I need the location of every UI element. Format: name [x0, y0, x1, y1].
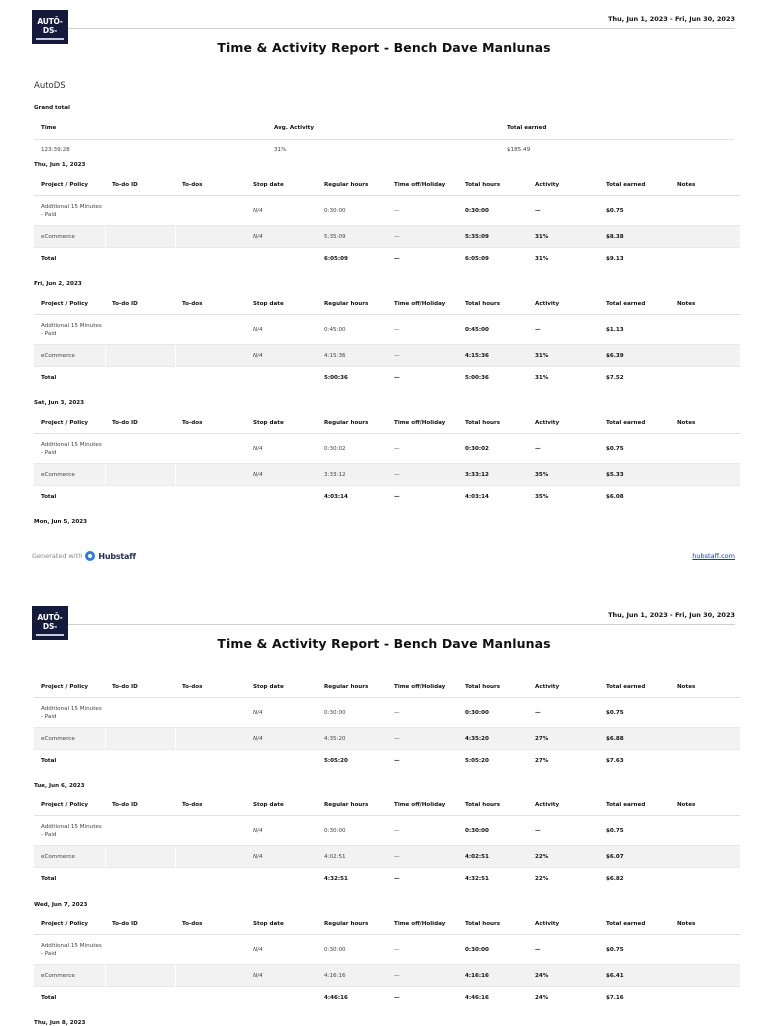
table-header-row: [34, 412, 740, 434]
time-off-cell: —: [394, 972, 400, 979]
time-off-cell: —: [394, 352, 400, 359]
time-off-cell: —: [394, 326, 400, 333]
table-row: [34, 226, 740, 248]
todos-header: To-dos: [182, 801, 203, 808]
total-hours-total: 4:46:16: [465, 995, 489, 1001]
regular-hours-header: Regular hours: [324, 683, 369, 690]
todo-id-cell: [105, 965, 175, 987]
time-off-cell: —: [394, 233, 400, 240]
total-earned-cell: $0.75: [606, 946, 624, 953]
total-earned-cell: $8.38: [606, 233, 624, 240]
time-off-cell: —: [394, 445, 400, 452]
total-earned-total: $7.52: [606, 375, 624, 381]
todo-id-cell: [105, 728, 175, 750]
regular-hours-cell: 0:30:00: [324, 827, 346, 834]
total-earned-header: Total earned: [606, 181, 646, 188]
total-hours-header: Total hours: [465, 683, 501, 690]
stop-date-cell: N/4: [253, 445, 263, 452]
hubstaff-link[interactable]: hubstaff.com: [692, 552, 735, 560]
project-cell: eCommerce: [41, 735, 75, 742]
total-hours-header: Total hours: [465, 920, 501, 927]
stop-date-header: Stop date: [253, 920, 284, 927]
total-hours-cell: 0:30:00: [465, 207, 489, 214]
table-row: [34, 464, 740, 486]
total-earned-cell: $0.75: [606, 445, 624, 452]
todos-cell: [175, 846, 246, 868]
project-cell: eCommerce: [41, 233, 75, 240]
total-hours-header: Total hours: [465, 419, 501, 426]
organization-name: AutoDS: [34, 81, 66, 91]
time-off-cell: —: [394, 946, 400, 953]
project-cell: eCommerce: [41, 972, 75, 979]
todo-id-header: To-do ID: [112, 181, 138, 188]
project-header: Project / Policy: [41, 683, 89, 690]
time-off-cell: —: [394, 471, 400, 478]
total-earned-total: $9.13: [606, 256, 624, 262]
total-earned-total: $6.82: [606, 876, 624, 882]
todo-id-header: To-do ID: [112, 920, 138, 927]
todos-header: To-dos: [182, 300, 203, 307]
time-off-header: Time off/Holiday: [394, 801, 446, 808]
project-cell: Additional 15 Minutes - Paid: [41, 705, 102, 720]
logo-text: AUTŌ-DS-: [37, 613, 63, 631]
hubstaff-brand: Hubstaff: [98, 551, 136, 561]
time-off-total: —: [394, 995, 400, 1001]
activity-cell: 31%: [535, 352, 549, 359]
total-earned-total: $7.63: [606, 758, 624, 764]
todo-id-cell: [105, 464, 175, 486]
todo-id-header: To-do ID: [112, 801, 138, 808]
activity-cell: —: [535, 326, 541, 333]
activity-total: 35%: [535, 494, 549, 500]
day-label: Sat, Jun 3, 2023: [34, 400, 85, 406]
day-table: [34, 913, 740, 1009]
activity-total: 22%: [535, 876, 549, 882]
activity-total: 31%: [535, 256, 549, 262]
generated-with-text: Generated with: [32, 552, 83, 560]
total-hours-total: 6:05:09: [465, 256, 489, 262]
total-hours-cell: 0:30:00: [465, 827, 489, 834]
activity-header: Activity: [535, 920, 560, 927]
time-off-header: Time off/Holiday: [394, 181, 446, 188]
total-earned-header: Total earned: [606, 300, 646, 307]
day-label: Mon, Jun 5, 2023: [34, 519, 87, 525]
activity-cell: —: [535, 709, 541, 716]
table-row: [34, 728, 740, 750]
notes-header: Notes: [677, 181, 696, 188]
total-label: Total: [41, 876, 57, 882]
time-off-cell: —: [394, 709, 400, 716]
total-earned-cell: $1.13: [606, 326, 624, 333]
stop-date-cell: N/4: [253, 853, 263, 860]
activity-header: Activity: [535, 181, 560, 188]
activity-cell: —: [535, 207, 541, 214]
total-hours-header: Total hours: [465, 300, 501, 307]
total-label: Total: [41, 995, 57, 1001]
total-label: Total: [41, 758, 57, 764]
total-earned-header: Total earned: [606, 683, 646, 690]
activity-header: Activity: [535, 300, 560, 307]
time-off-header: Time off/Holiday: [394, 300, 446, 307]
todos-header: To-dos: [182, 683, 203, 690]
notes-header: Notes: [677, 419, 696, 426]
stop-date-cell: N/4: [253, 233, 263, 240]
todos-header: To-dos: [182, 920, 203, 927]
table-row: [34, 345, 740, 367]
todos-cell: [175, 345, 246, 367]
total-hours-total: 5:05:20: [465, 758, 489, 764]
day-label: Thu, Jun 1, 2023: [34, 162, 86, 168]
total-earned-cell: $6.07: [606, 853, 624, 860]
notes-header: Notes: [677, 683, 696, 690]
total-row: [34, 367, 740, 389]
header-divider: [68, 624, 735, 625]
activity-total: 24%: [535, 995, 549, 1001]
regular-hours-total: 6:05:09: [324, 256, 348, 262]
todos-cell: [175, 226, 246, 248]
activity-total: 31%: [535, 375, 549, 381]
total-hours-cell: 0:30:02: [465, 445, 489, 452]
activity-header: Activity: [535, 419, 560, 426]
time-off-total: —: [394, 256, 400, 262]
project-header: Project / Policy: [41, 419, 89, 426]
total-row: [34, 987, 740, 1009]
activity-header: Activity: [535, 683, 560, 690]
regular-hours-total: 4:32:51: [324, 876, 348, 882]
report-title: Time & Activity Report - Bench Dave Manlunas: [217, 636, 551, 651]
total-earned-cell: $0.75: [606, 709, 624, 716]
day-label: Wed, Jun 7, 2023: [34, 902, 88, 908]
total-earned-header: Total earned: [606, 801, 646, 808]
total-hours-cell: 4:15:36: [465, 352, 489, 359]
grand-total-label: Grand total: [34, 105, 70, 111]
table-header-row: [34, 794, 740, 816]
stop-date-header: Stop date: [253, 181, 284, 188]
activity-cell: —: [535, 445, 541, 452]
day-table: [34, 794, 740, 890]
regular-hours-cell: 4:16:16: [324, 972, 346, 979]
total-earned-total: $6.08: [606, 494, 624, 500]
total-earned-header: Total earned: [606, 920, 646, 927]
project-header: Project / Policy: [41, 920, 89, 927]
time-off-cell: —: [394, 207, 400, 214]
todo-id-header: To-do ID: [112, 419, 138, 426]
time-off-cell: —: [394, 853, 400, 860]
day-label: Thu, Jun 8, 2023: [34, 1020, 86, 1026]
time-off-cell: —: [394, 827, 400, 834]
total-hours-cell: 4:02:51: [465, 853, 489, 860]
regular-hours-header: Regular hours: [324, 300, 369, 307]
table-header-row: [34, 676, 740, 698]
stop-date-cell: N/4: [253, 827, 263, 834]
grand-total-earned-header: Total earned: [507, 125, 547, 131]
table-row: [34, 965, 740, 987]
project-cell: Additional 15 Minutes - Paid: [41, 942, 102, 957]
stop-date-header: Stop date: [253, 801, 284, 808]
regular-hours-cell: 4:35:20: [324, 735, 346, 742]
grand-total-activity-header: Avg. Activity: [274, 125, 314, 131]
activity-total: 27%: [535, 758, 549, 764]
hubstaff-logo-icon: [85, 551, 95, 561]
total-earned-header: Total earned: [606, 419, 646, 426]
project-header: Project / Policy: [41, 801, 89, 808]
regular-hours-header: Regular hours: [324, 419, 369, 426]
date-range: Thu, Jun 1, 2023 - Fri, Jun 30, 2023: [608, 611, 735, 619]
time-off-header: Time off/Holiday: [394, 683, 446, 690]
grand-total-time: 123:39:28: [41, 147, 70, 153]
table-row: [34, 846, 740, 868]
regular-hours-total: 5:05:20: [324, 758, 348, 764]
total-earned-cell: $5.33: [606, 471, 624, 478]
todo-id-cell: [105, 846, 175, 868]
total-earned-cell: $6.39: [606, 352, 624, 359]
total-label: Total: [41, 494, 57, 500]
total-row: [34, 750, 740, 772]
table-row: [34, 816, 740, 846]
regular-hours-cell: 0:30:00: [324, 207, 346, 214]
activity-cell: 35%: [535, 471, 549, 478]
table-row: [34, 315, 740, 345]
total-hours-cell: 0:30:00: [465, 946, 489, 953]
regular-hours-cell: 4:15:36: [324, 352, 346, 359]
time-off-total: —: [394, 494, 400, 500]
todos-header: To-dos: [182, 419, 203, 426]
total-hours-total: 4:32:51: [465, 876, 489, 882]
total-earned-cell: $6.88: [606, 735, 624, 742]
total-earned-cell: $0.75: [606, 207, 624, 214]
day-label: Tue, Jun 6, 2023: [34, 783, 85, 789]
day-table: [34, 412, 740, 508]
total-earned-cell: $0.75: [606, 827, 624, 834]
project-cell: Additional 15 Minutes - Paid: [41, 322, 102, 337]
day-table: [34, 676, 740, 772]
activity-cell: 27%: [535, 735, 549, 742]
grand-total-divider: [34, 139, 734, 140]
regular-hours-header: Regular hours: [324, 920, 369, 927]
stop-date-cell: N/4: [253, 352, 263, 359]
total-row: [34, 486, 740, 508]
stop-date-cell: N/4: [253, 471, 263, 478]
total-row: [34, 248, 740, 270]
todo-id-header: To-do ID: [112, 300, 138, 307]
stop-date-cell: N/4: [253, 735, 263, 742]
regular-hours-cell: 4:02:51: [324, 853, 346, 860]
project-header: Project / Policy: [41, 300, 89, 307]
activity-cell: 31%: [535, 233, 549, 240]
report-title: Time & Activity Report - Bench Dave Manlunas: [217, 40, 551, 55]
project-cell: Additional 15 Minutes - Paid: [41, 203, 102, 218]
regular-hours-cell: 0:30:00: [324, 709, 346, 716]
time-off-cell: —: [394, 735, 400, 742]
notes-header: Notes: [677, 300, 696, 307]
stop-date-cell: N/4: [253, 709, 263, 716]
total-hours-cell: 3:33:12: [465, 471, 489, 478]
total-earned-total: $7.16: [606, 995, 624, 1001]
grand-total-earned: $185.49: [507, 147, 531, 153]
table-row: [34, 196, 740, 226]
todo-id-cell: [105, 345, 175, 367]
time-off-header: Time off/Holiday: [394, 920, 446, 927]
todos-cell: [175, 965, 246, 987]
day-label: Fri, Jun 2, 2023: [34, 281, 82, 287]
regular-hours-cell: 0:45:00: [324, 326, 346, 333]
total-hours-cell: 5:35:09: [465, 233, 489, 240]
table-header-row: [34, 174, 740, 196]
total-row: [34, 868, 740, 890]
regular-hours-header: Regular hours: [324, 801, 369, 808]
activity-cell: —: [535, 827, 541, 834]
regular-hours-header: Regular hours: [324, 181, 369, 188]
grand-total-activity: 31%: [274, 147, 287, 153]
regular-hours-cell: 3:33:12: [324, 471, 346, 478]
activity-cell: —: [535, 946, 541, 953]
todo-id-header: To-do ID: [112, 683, 138, 690]
total-hours-cell: 0:30:00: [465, 709, 489, 716]
project-cell: eCommerce: [41, 471, 75, 478]
stop-date-header: Stop date: [253, 300, 284, 307]
total-hours-cell: 4:35:20: [465, 735, 489, 742]
stop-date-cell: N/4: [253, 207, 263, 214]
project-cell: eCommerce: [41, 352, 75, 359]
date-range: Thu, Jun 1, 2023 - Fri, Jun 30, 2023: [608, 15, 735, 23]
header-divider: [68, 28, 735, 29]
todos-cell: [175, 728, 246, 750]
activity-cell: 24%: [535, 972, 549, 979]
stop-date-cell: N/4: [253, 326, 263, 333]
activity-header: Activity: [535, 801, 560, 808]
table-row: [34, 434, 740, 464]
stop-date-header: Stop date: [253, 683, 284, 690]
table-header-row: [34, 293, 740, 315]
total-label: Total: [41, 375, 57, 381]
notes-header: Notes: [677, 801, 696, 808]
total-hours-total: 4:03:14: [465, 494, 489, 500]
autods-logo: [32, 10, 68, 44]
day-table: [34, 293, 740, 389]
stop-date-header: Stop date: [253, 419, 284, 426]
regular-hours-cell: 0:30:02: [324, 445, 346, 452]
time-off-total: —: [394, 375, 400, 381]
stop-date-cell: N/4: [253, 972, 263, 979]
notes-header: Notes: [677, 920, 696, 927]
generated-with: [32, 551, 136, 561]
total-hours-header: Total hours: [465, 181, 501, 188]
project-header: Project / Policy: [41, 181, 89, 188]
total-hours-cell: 0:45:00: [465, 326, 489, 333]
todos-cell: [175, 464, 246, 486]
day-table: [34, 174, 740, 270]
total-label: Total: [41, 256, 57, 262]
time-off-total: —: [394, 876, 400, 882]
table-row: [34, 935, 740, 965]
regular-hours-cell: 0:30:00: [324, 946, 346, 953]
autods-logo: [32, 606, 68, 640]
total-hours-total: 5:00:36: [465, 375, 489, 381]
regular-hours-total: 5:00:36: [324, 375, 348, 381]
total-hours-cell: 4:16:16: [465, 972, 489, 979]
logo-text: AUTŌ-DS-: [37, 17, 63, 35]
regular-hours-cell: 5:35:09: [324, 233, 346, 240]
total-earned-cell: $6.41: [606, 972, 624, 979]
todos-header: To-dos: [182, 181, 203, 188]
project-cell: eCommerce: [41, 853, 75, 860]
todo-id-cell: [105, 226, 175, 248]
grand-total-time-header: Time: [41, 125, 57, 131]
stop-date-cell: N/4: [253, 946, 263, 953]
time-off-header: Time off/Holiday: [394, 419, 446, 426]
total-hours-header: Total hours: [465, 801, 501, 808]
time-off-total: —: [394, 758, 400, 764]
table-header-row: [34, 913, 740, 935]
project-cell: Additional 15 Minutes - Paid: [41, 441, 102, 456]
project-cell: Additional 15 Minutes - Paid: [41, 823, 102, 838]
table-row: [34, 698, 740, 728]
regular-hours-total: 4:46:16: [324, 995, 348, 1001]
regular-hours-total: 4:03:14: [324, 494, 348, 500]
activity-cell: 22%: [535, 853, 549, 860]
